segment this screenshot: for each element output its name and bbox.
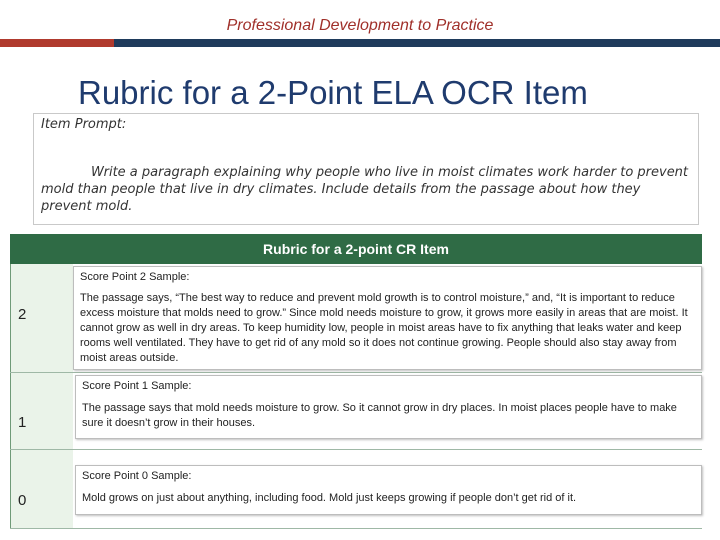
row-divider [10,372,702,373]
slide-header: Professional Development to Practice [226,17,494,34]
item-prompt-label: Item Prompt: [41,117,127,132]
score-sample-box [73,266,702,370]
score-value: 1 [18,414,27,431]
row-divider [10,528,702,529]
score-sample-text: The passage says that mold needs moisture to grow. So it cannot grow in dry places. In moist places people have to make sure it doesn’t grow in their houses. [82,402,677,429]
score-sample-box [75,375,702,439]
score-value: 2 [18,306,27,323]
score-value: 0 [18,492,27,509]
score-sample-label: Score Point 2 Sample: [80,271,190,283]
score-sample-label: Score Point 1 Sample: [82,380,192,392]
rubric-heading: Rubric for a 2-point CR Item [10,234,702,264]
score-sample-box [75,465,702,515]
item-prompt-text: Write a paragraph explaining why people who live in moist climates work harder to prevent mold than people that live in dry climates. Include details from the passage about how they prevent mold. [41,165,689,214]
score-column [10,264,73,528]
header-band-navy [114,39,720,47]
score-sample-label: Score Point 0 Sample: [82,470,192,482]
item-prompt-box [33,113,699,225]
slide-title: Rubric for a 2-Point ELA OCR Item [78,74,588,111]
header-band-red [0,39,114,47]
row-divider [10,449,702,450]
score-sample-text: The passage says, “The best way to reduce and prevent mold growth is to control moisture,” and, “It is important to reduce excess moisture that molds need to grow.” Since mold needs moisture to grow, it grows more easily in areas that are moist. It cannot grow as well in dry areas. To keep humidity low, people in moist areas have to fix anything that leaks water and keep rooms well ventilated. They have to get rid of any mold so it does not continue growing. People should also stay away from moist areas outside. [80,292,688,364]
score-sample-text: Mold grows on just about anything, including food. Mold just keeps growing if people don’t get rid of it. [82,492,577,504]
